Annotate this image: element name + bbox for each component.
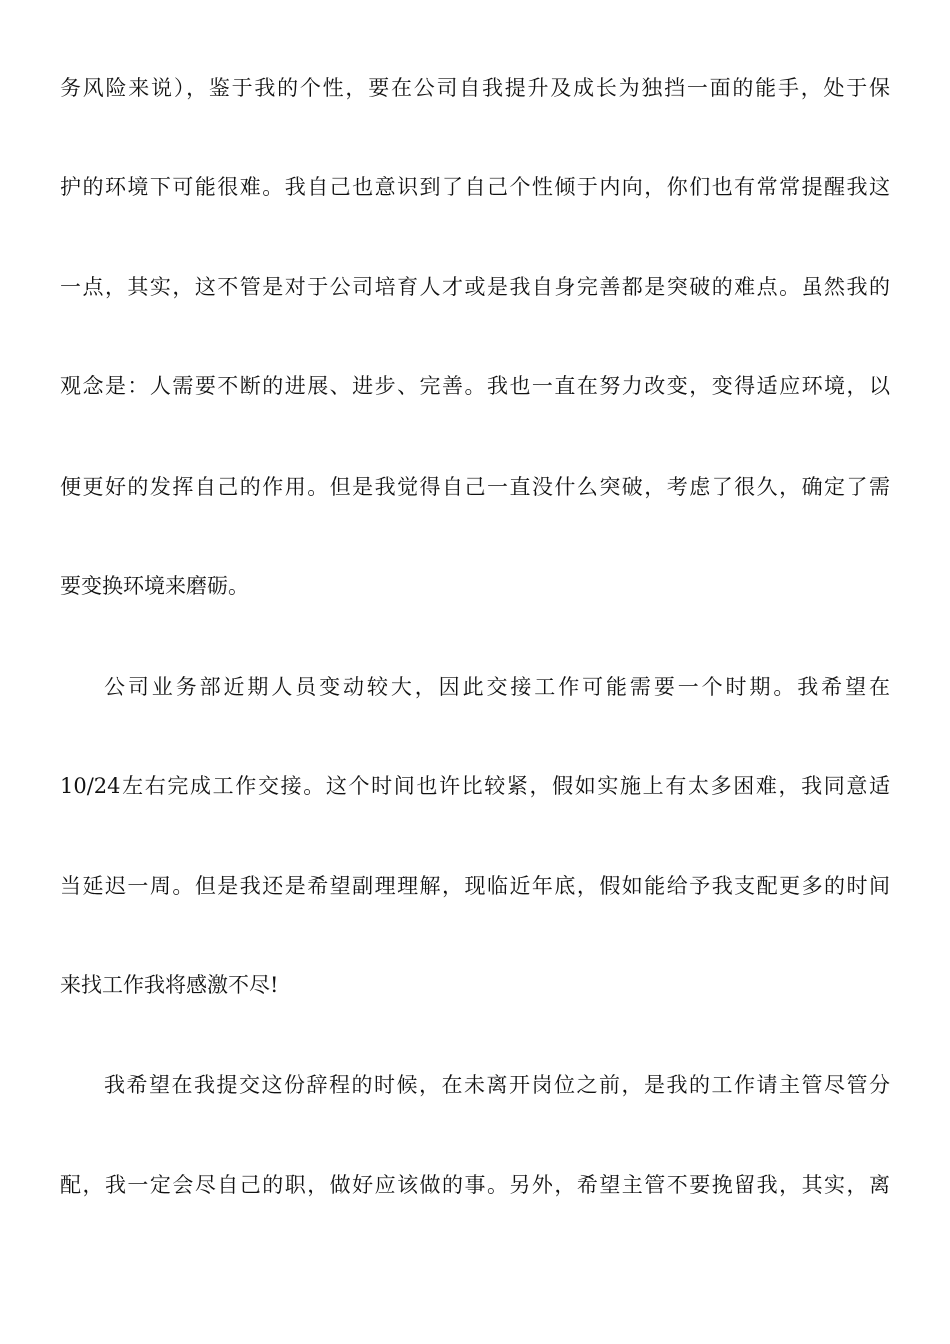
paragraph-line: 务风险来说），鉴于我的个性，要在公司自我提升及成长为独挡一面的能手，处于保: [60, 76, 890, 100]
paragraph-line: 护的环境下可能很难。我自己也意识到了自己个性倾于内向，你们也有常常提醒我这: [60, 175, 890, 199]
paragraph-line: 来找工作我将感激不尽!: [60, 973, 279, 997]
paragraph-line: 10/24左右完成工作交接。这个时间也许比较紧，假如实施上有太多困难，我同意适: [60, 774, 890, 798]
paragraph-line: 我希望在我提交这份辞程的时候，在未离开岗位之前，是我的工作请主管尽管分: [104, 1073, 890, 1097]
paragraph-line: 便更好的发挥自己的作用。但是我觉得自己一直没什么突破，考虑了很久，确定了需: [60, 475, 890, 499]
paragraph-line: 要变换环境来磨砺。: [60, 574, 249, 598]
paragraph-line: 配，我一定会尽自己的职，做好应该做的事。另外，希望主管不要挽留我，其实，离: [60, 1173, 890, 1197]
paragraph-line: 观念是：人需要不断的进展、进步、完善。我也一直在努力改变，变得适应环境，以: [60, 374, 890, 398]
paragraph-line: 一点，其实，这不管是对于公司培育人才或是我自身完善都是突破的难点。虽然我的: [60, 275, 890, 299]
paragraph-line: 公司业务部近期人员变动较大，因此交接工作可能需要一个时期。我希望在: [104, 675, 890, 699]
paragraph-line: 当延迟一周。但是我还是希望副理理解，现临近年底，假如能给予我支配更多的时间: [60, 874, 890, 898]
